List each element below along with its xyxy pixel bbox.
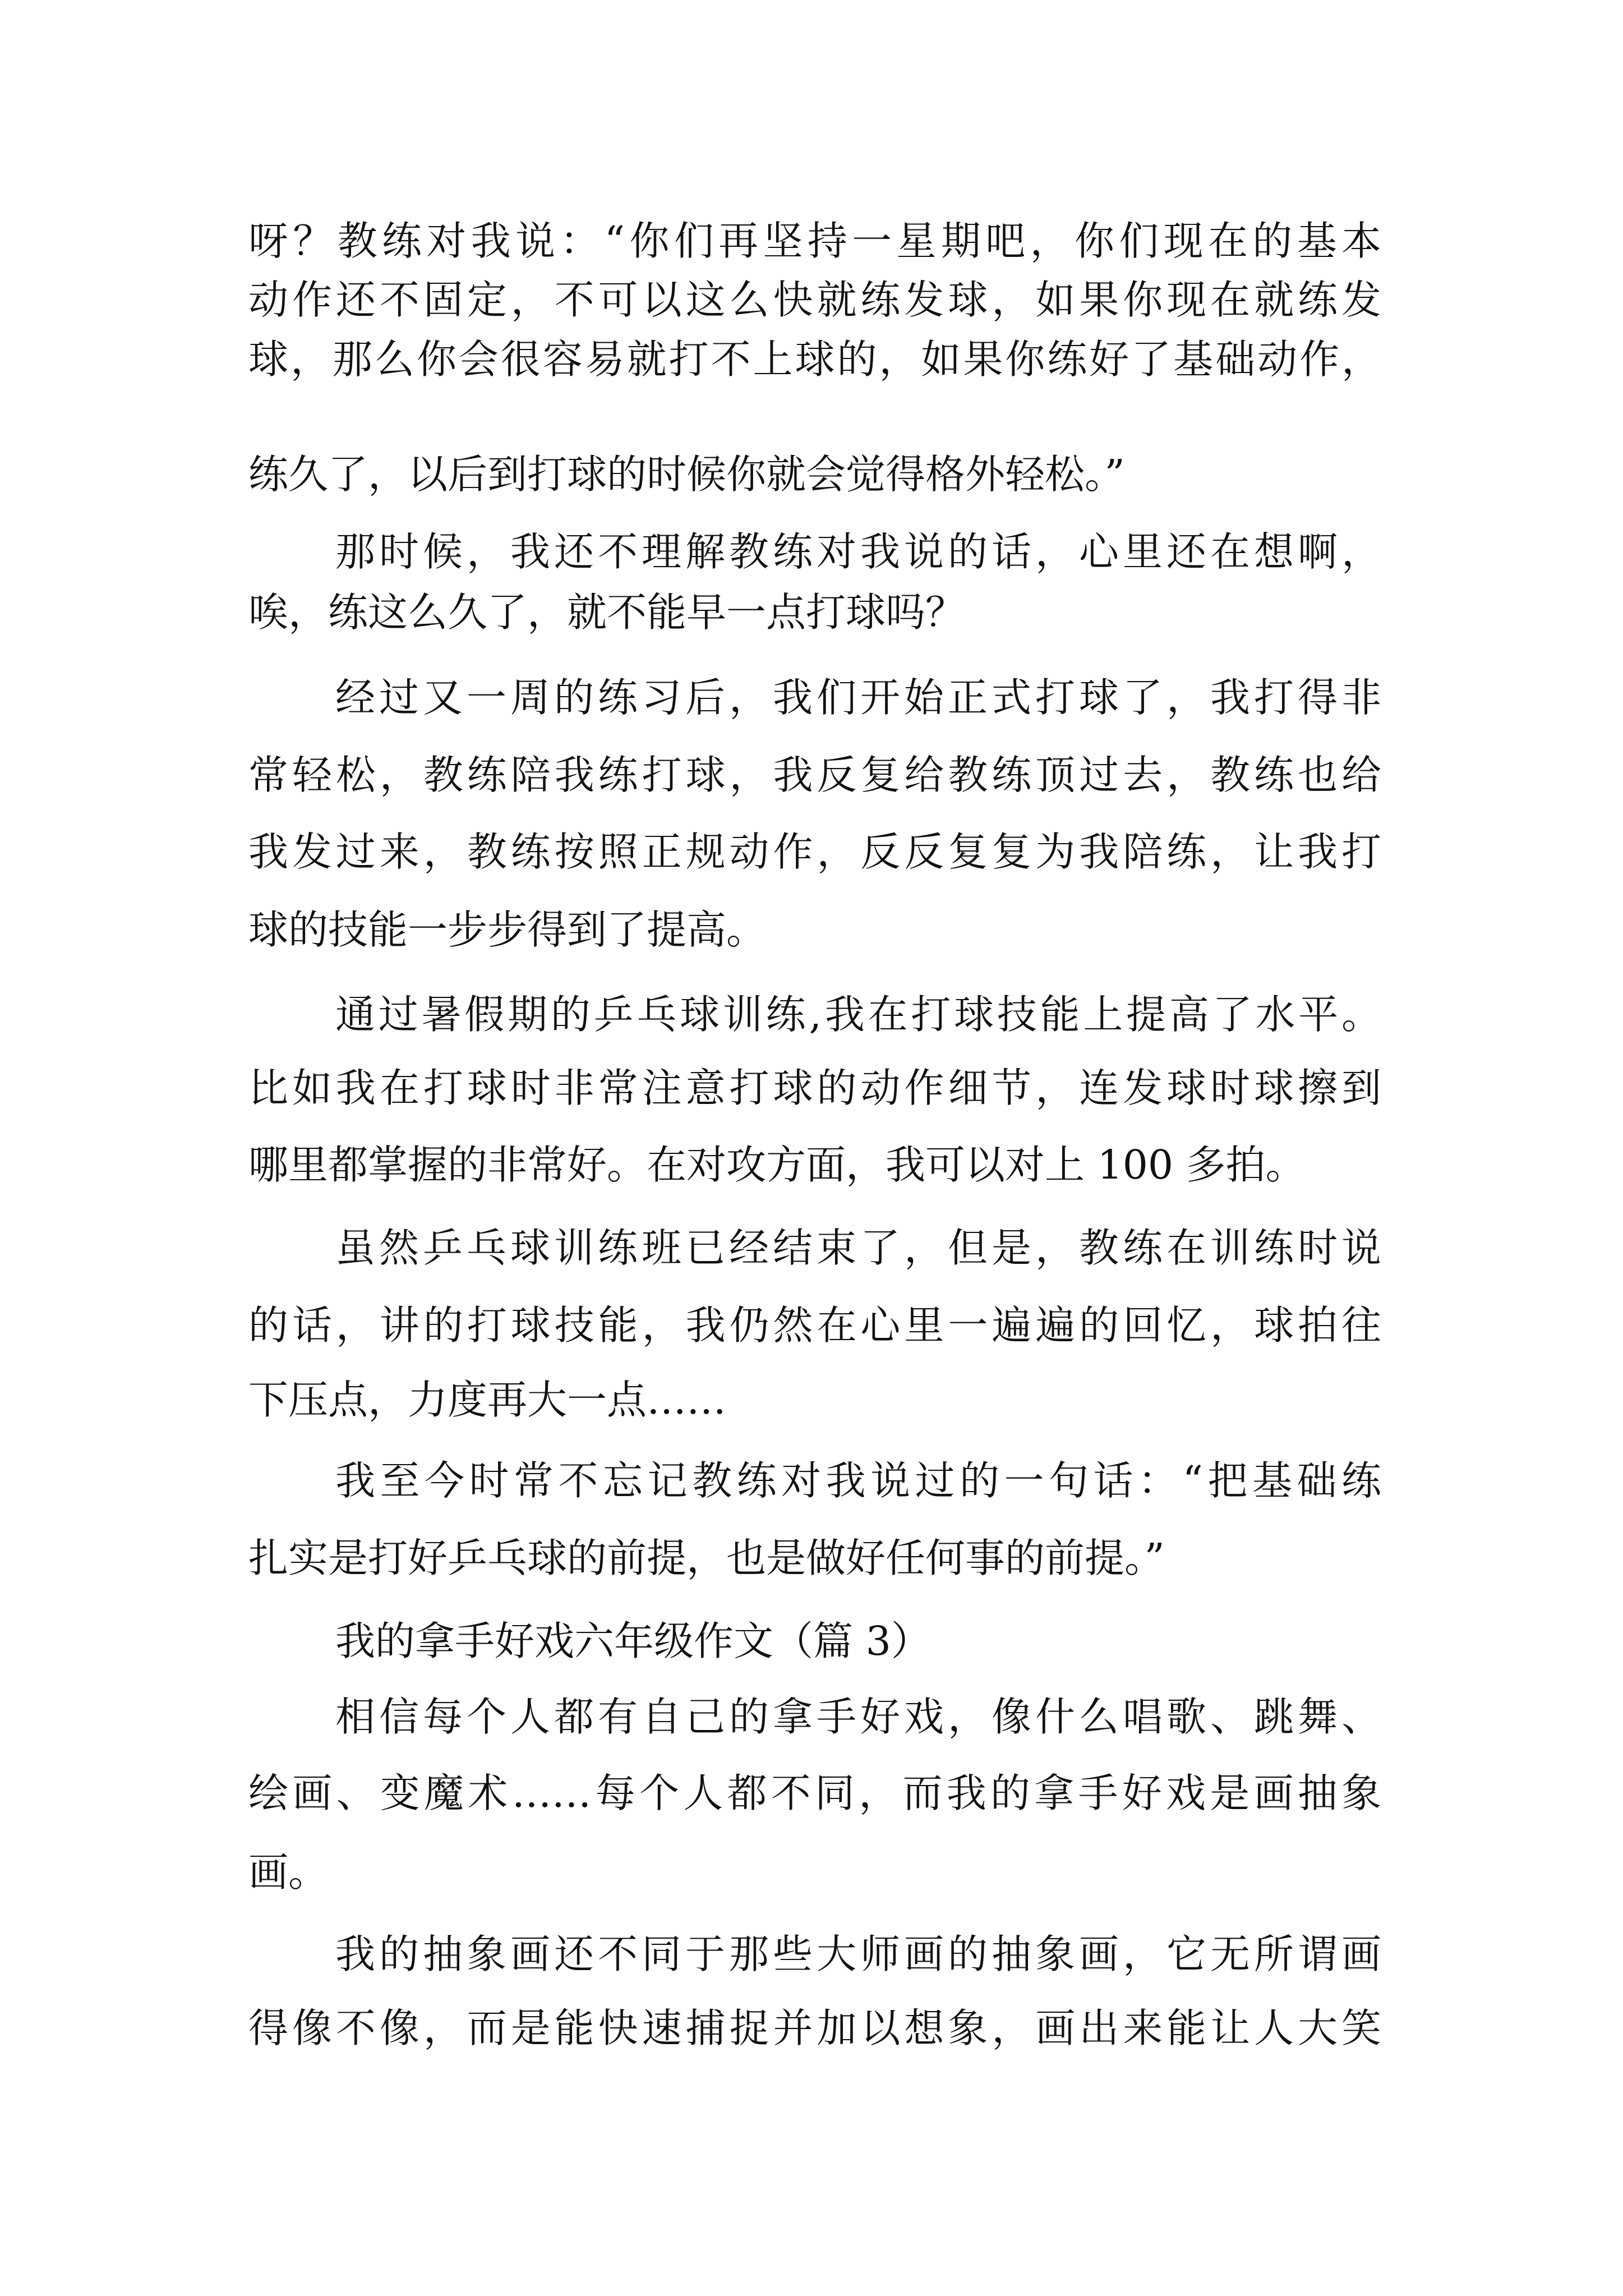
text-line: 的话，讲的打球技能，我仍然在心里一遍遍的回忆，球拍往 <box>248 1302 1381 1349</box>
paragraph-first-line: 经过又一周的练习后，我们开始正式打球了，我打得非 <box>335 674 1381 721</box>
text-line: 球的技能一步步得到了提高。 <box>248 907 767 953</box>
text-line: 画。 <box>248 1849 329 1895</box>
paragraph-first-line: 我至今时常不忘记教练对我说过的一句话：“把基础练 <box>335 1457 1381 1504</box>
text-line: 我发过来，教练按照正规动作，反反复复为我陪练，让我打 <box>248 829 1381 875</box>
section-title: 我的拿手好戏六年级作文（篇 3） <box>335 1618 931 1664</box>
text-line: 扎实是打好乒乓球的前提，也是做好任何事的前提。” <box>248 1535 1165 1581</box>
text-line: 练久了，以后到打球的时候你就会觉得格外轻松。” <box>248 451 1125 498</box>
paragraph-first-line: 我的抽象画还不同于那些大师画的抽象画，它无所谓画 <box>335 1931 1381 1977</box>
text-line: 唉，练这么久了，就不能早一点打球吗？ <box>248 589 966 636</box>
text-line: 动作还不固定，不可以这么快就练发球，如果你现在就练发 <box>248 277 1381 323</box>
text-line: 球，那么你会很容易就打不上球的，如果你练好了基础动作， <box>248 336 1381 383</box>
text-line: 呀？教练对我说：“你们再坚持一星期吧，你们现在的基本 <box>248 218 1381 264</box>
paragraph-first-line: 那时候，我还不理解教练对我说的话，心里还在想啊， <box>335 528 1381 575</box>
text-line: 哪里都掌握的非常好。在对攻方面，我可以对上 100 多拍。 <box>248 1142 1306 1188</box>
paragraph-first-line: 相信每个人都有自己的拿手好戏，像什么唱歌、跳舞、 <box>335 1694 1381 1740</box>
text-line: 比如我在打球时非常注意打球的动作细节，连发球时球擦到 <box>248 1065 1381 1111</box>
paragraph-first-line: 通过暑假期的乒乓球训练,我在打球技能上提高了水平。 <box>335 991 1381 1038</box>
paragraph-first-line: 虽然乒乓球训练班已经结束了，但是，教练在训练时说 <box>335 1225 1381 1271</box>
text-line: 下压点，力度再大一点…… <box>248 1377 727 1423</box>
text-line: 绘画、变魔术……每个人都不同，而我的拿手好戏是画抽象 <box>248 1770 1381 1816</box>
text-line: 得像不像，而是能快速捕捉并加以想象，画出来能让人大笑 <box>248 2005 1381 2051</box>
text-line: 常轻松，教练陪我练打球，我反复给教练顶过去，教练也给 <box>248 752 1381 798</box>
